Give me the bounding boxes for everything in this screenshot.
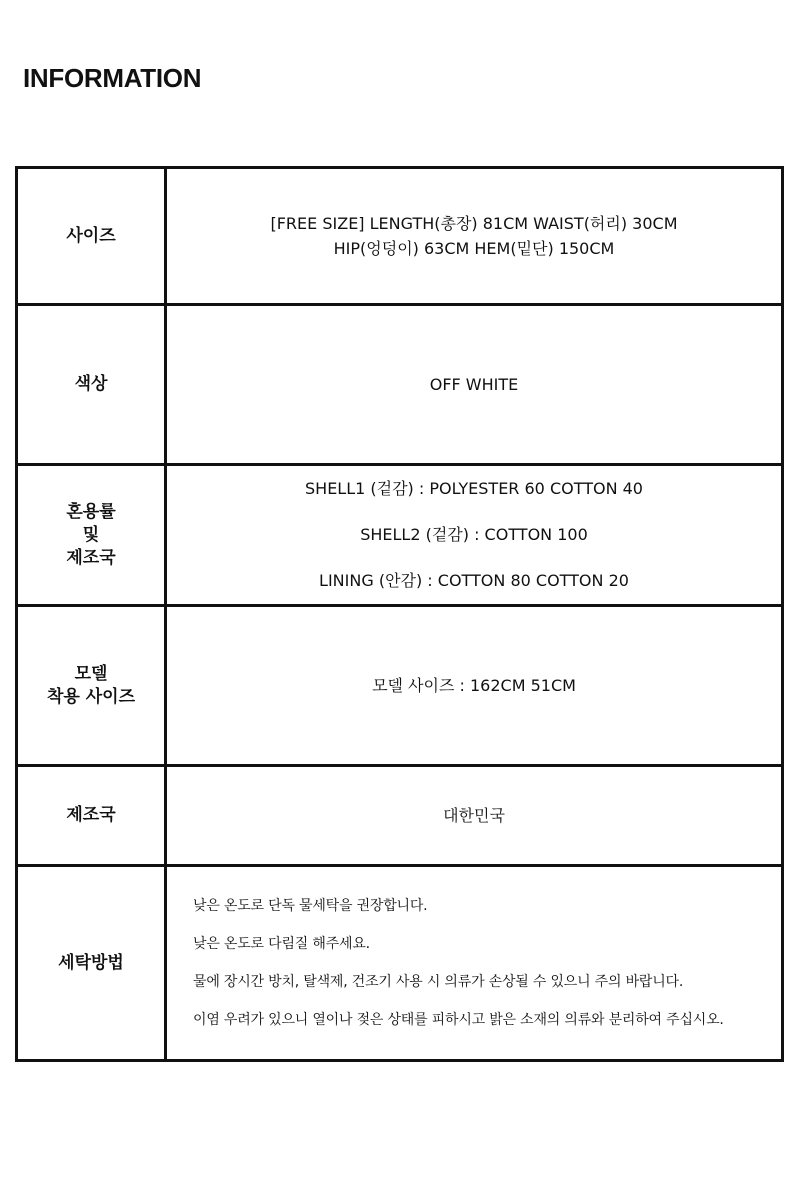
page-title: INFORMATION bbox=[23, 63, 202, 93]
care-label: 세탁방법 bbox=[17, 866, 166, 1061]
blend-value-line: LINING (안감) : COTTON 80 COTTON 20 bbox=[319, 571, 629, 590]
model-row bbox=[17, 606, 783, 766]
blend-label bbox=[17, 465, 166, 606]
model-value: 모델 사이즈 : 162CM 51CM bbox=[166, 606, 783, 766]
size-value-line: HIP(엉덩이) 63CM HEM(밑단) 150CM bbox=[333, 239, 615, 258]
size-row bbox=[17, 168, 783, 305]
blend-value-line: SHELL2 (겉감) : COTTON 100 bbox=[360, 525, 588, 544]
blend-row bbox=[17, 465, 783, 606]
size-value-line: [FREE SIZE] LENGTH(총장) 81CM WAIST(허리) 30CM bbox=[270, 214, 678, 233]
model-label bbox=[17, 606, 166, 766]
size-value bbox=[166, 168, 783, 305]
color-label: 색상 bbox=[17, 305, 166, 465]
origin-label: 제조국 bbox=[17, 766, 166, 866]
model-label-line: 착용 사이즈 bbox=[46, 686, 136, 707]
care-instruction: 낮은 온도로 다림질 해주세요. bbox=[193, 936, 370, 952]
color-value: OFF WHITE bbox=[166, 305, 783, 465]
blend-label-line: 혼용률 bbox=[66, 501, 116, 522]
care-instruction: 이염 우려가 있으니 열이나 젖은 상태를 피하시고 밝은 소재의 의류와 분리하여 주십시오. bbox=[193, 1012, 724, 1028]
care-row bbox=[17, 866, 783, 1061]
blend-value-line: SHELL1 (겉감) : POLYESTER 60 COTTON 40 bbox=[305, 479, 643, 498]
color-row bbox=[17, 305, 783, 465]
blend-label-line: 및 bbox=[82, 524, 100, 545]
size-label: 사이즈 bbox=[17, 168, 166, 305]
blend-value bbox=[166, 465, 783, 606]
blend-label-line: 제조국 bbox=[66, 547, 116, 568]
model-label-line: 모델 bbox=[74, 663, 108, 684]
product-info-table bbox=[15, 166, 784, 1062]
care-value bbox=[166, 866, 783, 1061]
origin-row bbox=[17, 766, 783, 866]
care-instruction: 낮은 온도로 단독 물세탁을 권장합니다. bbox=[193, 898, 428, 914]
origin-value: 대한민국 bbox=[166, 766, 783, 866]
care-instruction: 물에 장시간 방치, 탈색제, 건조기 사용 시 의류가 손상될 수 있으니 주의 바랍니다. bbox=[193, 974, 684, 990]
